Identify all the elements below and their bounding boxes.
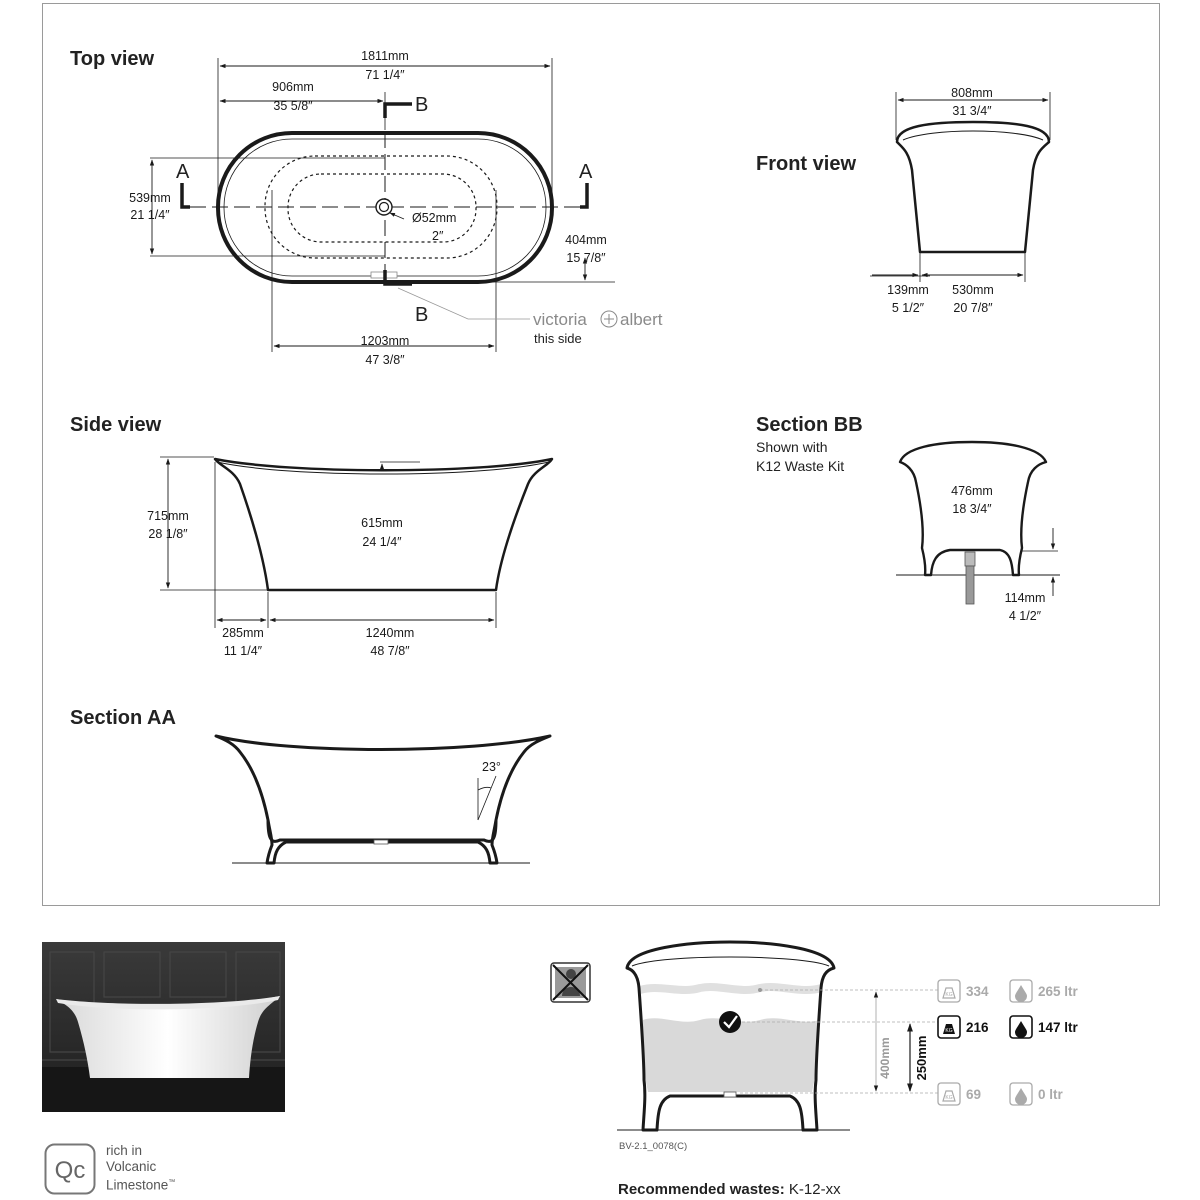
waste-dia-in: 2″ [432,229,444,243]
section-bb-depth-mm: 476mm [951,484,993,498]
brand-plus-icon [601,311,617,327]
no-standing-icon [551,963,590,1002]
front-base-mm: 530mm [952,283,994,297]
side-overhang-mm: 285mm [222,626,264,640]
trademark-mark: ™ [168,1179,176,1186]
front-view-title: Front view [756,153,857,175]
side-view-title: Side view [70,414,162,436]
material-description [106,1143,175,1194]
inner-width-mm: 404mm [565,233,607,247]
front-base-in: 20 7/8″ [953,301,993,315]
front-width-in: 31 3/4″ [952,104,992,118]
side-overhang-in: 11 1/4″ [223,644,263,658]
base-length-in: 47 3/8″ [365,353,405,367]
full-volume: 265 ltr [1038,984,1078,999]
base-length-mm: 1203mm [360,334,410,348]
recommended-wastes-label: Recommended wastes: [618,1181,785,1198]
svg-text:KG: KG [945,1095,953,1101]
mid-row [938,1016,1079,1038]
overall-length-in: 71 1/4″ [365,68,405,82]
material-line-3: Limestone [106,1177,169,1193]
section-b-bottom-label: B [415,304,429,326]
full-weight: 334 [966,984,989,999]
material-line-2: Volcanic [106,1159,157,1174]
inner-width-in: 15 7/8″ [566,251,606,265]
overflow-height-label: 400mm [878,1037,892,1079]
section-aa [70,707,550,863]
side-base-in: 48 7/8″ [370,644,410,658]
empty-volume: 0 ltr [1038,1087,1063,1102]
section-a-left-label: A [176,161,190,183]
mid-weight: 216 [966,1020,989,1035]
side-height-in: 28 1/8″ [148,527,188,541]
brand-albert: albert [620,310,663,329]
section-bb-subtitle-1: Shown with [756,439,828,455]
capacity-diagram [551,942,1079,1152]
brand-this-side: this side [534,331,582,346]
section-bb [756,414,1060,623]
section-bb-subtitle-2: K12 Waste Kit [756,458,845,474]
recommended-wastes [618,1181,841,1198]
overall-length-mm: 1811mm [361,49,409,63]
side-depth-in: 24 1/4″ [362,535,402,549]
section-a-right-label: A [579,161,593,183]
side-depth-mm: 615mm [361,516,403,530]
mid-volume: 147 ltr [1038,1020,1078,1035]
recommended-wastes-value: K-12-xx [788,1181,841,1198]
half-length-in: 35 5/8″ [273,99,313,113]
side-height-mm: 715mm [147,509,189,523]
check-icon [719,1011,741,1033]
fill-height-label: 250mm [914,1035,929,1081]
drawing-code: BV-2.1_0078(C) [619,1141,688,1152]
front-width-mm: 808mm [951,86,993,100]
waste-outlet-icon [376,199,404,219]
section-aa-title: Section AA [70,707,176,729]
brand-victoria: victoria [533,310,587,329]
width-in: 21 1/4″ [130,208,170,222]
section-bb-depth-in: 18 3/4″ [952,502,992,516]
svg-text:KG: KG [945,1028,953,1034]
full-row [938,980,1079,1002]
half-length-mm: 906mm [272,80,314,94]
svg-text:KG: KG [945,992,953,998]
qc-logo [44,1143,96,1195]
section-bb-waste-mm: 114mm [1004,591,1046,605]
top-view-title: Top view [70,48,155,70]
side-base-mm: 1240mm [365,626,415,640]
section-b-top-label: B [415,94,429,116]
top-view [70,48,663,367]
svg-text:Qc: Qc [54,1157,86,1184]
side-view [70,414,552,658]
product-photo [42,942,285,1112]
brand-side-note [398,288,663,346]
front-view-outline [897,122,1049,252]
front-view [756,86,1050,315]
front-offset-in: 5 1/2″ [891,301,925,315]
waste-dia-mm: Ø52mm [412,211,457,225]
empty-row [938,1083,1064,1105]
empty-weight: 69 [966,1087,982,1102]
section-bb-title: Section BB [756,414,863,436]
front-offset-mm: 139mm [887,283,929,297]
material-line-1: rich in [106,1143,143,1158]
section-bb-waste-in: 4 1/2″ [1008,609,1042,623]
section-aa-angle: 23° [482,760,501,774]
waste-kit-icon [965,552,975,566]
width-mm: 539mm [129,191,171,205]
